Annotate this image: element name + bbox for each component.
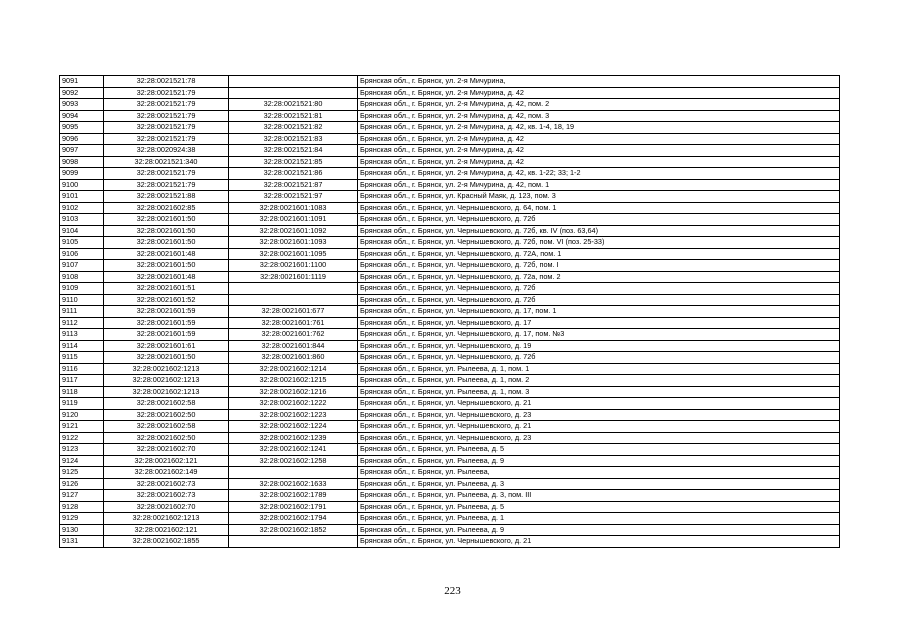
row-number-cell: 9106: [60, 248, 104, 260]
table-row: [60, 225, 840, 237]
row-number-cell: 9097: [60, 145, 104, 157]
address-cell: Брянская обл., г. Брянск, ул. Чернышевского, д. 21: [358, 398, 840, 410]
row-number-cell: 9111: [60, 306, 104, 318]
row-number-cell: 9120: [60, 409, 104, 421]
land-cadastral-number-cell: 32:28:0021601:48: [104, 248, 229, 260]
table-row: [60, 271, 840, 283]
row-number-cell: 9117: [60, 375, 104, 387]
land-cadastral-number-cell: 32:28:0021602:58: [104, 421, 229, 433]
row-number-cell: 9124: [60, 455, 104, 467]
object-cadastral-number-cell: 32:28:0021601:1091: [229, 214, 358, 226]
row-number-cell: 9098: [60, 156, 104, 168]
address-cell: Брянская обл., г. Брянск, ул. Чернышевского, д. 72б, кв. IV (поз. 63,64): [358, 225, 840, 237]
row-number-cell: 9102: [60, 202, 104, 214]
row-number-cell: 9099: [60, 168, 104, 180]
land-cadastral-number-cell: 32:28:0021521:79: [104, 87, 229, 99]
land-cadastral-number-cell: 32:28:0021601:50: [104, 260, 229, 272]
table-row: [60, 99, 840, 111]
land-cadastral-number-cell: 32:28:0021602:1213: [104, 386, 229, 398]
object-cadastral-number-cell: 32:28:0021602:1222: [229, 398, 358, 410]
row-number-cell: 9091: [60, 76, 104, 88]
object-cadastral-number-cell: 32:28:0021601:1119: [229, 271, 358, 283]
row-number-cell: 9104: [60, 225, 104, 237]
table-row: [60, 524, 840, 536]
table-row: [60, 375, 840, 387]
land-cadastral-number-cell: 32:28:0021602:58: [104, 398, 229, 410]
address-cell: Брянская обл., г. Брянск, ул. Чернышевского, д. 72б, пом. I: [358, 260, 840, 272]
table-row: [60, 237, 840, 249]
table-row: [60, 156, 840, 168]
address-cell: Брянская обл., г. Брянск, ул. Красный Маяк, д. 123, пом. 3: [358, 191, 840, 203]
table-row: [60, 536, 840, 548]
row-number-cell: 9129: [60, 513, 104, 525]
address-cell: Брянская обл., г. Брянск, ул. Чернышевского, д. 72а, пом. 2: [358, 271, 840, 283]
table-row: [60, 432, 840, 444]
table-row: [60, 455, 840, 467]
table-row: [60, 352, 840, 364]
table-row: [60, 386, 840, 398]
object-cadastral-number-cell: 32:28:0021602:1789: [229, 490, 358, 502]
row-number-cell: 9092: [60, 87, 104, 99]
land-cadastral-number-cell: 32:28:0021602:50: [104, 432, 229, 444]
object-cadastral-number-cell: 32:28:0021521:80: [229, 99, 358, 111]
table-row: [60, 179, 840, 191]
row-number-cell: 9118: [60, 386, 104, 398]
address-cell: Брянская обл., г. Брянск, ул. 2-я Мичурина, д. 42: [358, 133, 840, 145]
object-cadastral-number-cell: 32:28:0021602:1852: [229, 524, 358, 536]
row-number-cell: 9109: [60, 283, 104, 295]
object-cadastral-number-cell: 32:28:0021601:677: [229, 306, 358, 318]
table-row: [60, 513, 840, 525]
address-cell: Брянская обл., г. Брянск, ул. 2-я Мичурина,: [358, 76, 840, 88]
address-cell: Брянская обл., г. Брянск, ул. 2-я Мичурина, д. 42, пом. 3: [358, 110, 840, 122]
row-number-cell: 9123: [60, 444, 104, 456]
land-cadastral-number-cell: 32:28:0021602:1213: [104, 375, 229, 387]
land-cadastral-number-cell: 32:28:0021601:59: [104, 317, 229, 329]
object-cadastral-number-cell: [229, 283, 358, 295]
land-cadastral-number-cell: 32:28:0021601:48: [104, 271, 229, 283]
registry-sheet: [59, 75, 839, 548]
address-cell: Брянская обл., г. Брянск, ул. Рылеева, д. 5: [358, 501, 840, 513]
land-cadastral-number-cell: 32:28:0021601:50: [104, 225, 229, 237]
object-cadastral-number-cell: [229, 76, 358, 88]
land-cadastral-number-cell: 32:28:0021602:149: [104, 467, 229, 479]
row-number-cell: 9116: [60, 363, 104, 375]
address-cell: Брянская обл., г. Брянск, ул. Чернышевского, д. 72б: [358, 294, 840, 306]
address-cell: Брянская обл., г. Брянск, ул. Рылеева, д. 3, пом. III: [358, 490, 840, 502]
address-cell: Брянская обл., г. Брянск, ул. Чернышевского, д. 72А, пом. 1: [358, 248, 840, 260]
row-number-cell: 9105: [60, 237, 104, 249]
object-cadastral-number-cell: [229, 87, 358, 99]
object-cadastral-number-cell: 32:28:0021601:762: [229, 329, 358, 341]
address-cell: Брянская обл., г. Брянск, ул. Чернышевского, д. 23: [358, 409, 840, 421]
land-cadastral-number-cell: 32:28:0021601:61: [104, 340, 229, 352]
table-row: [60, 260, 840, 272]
land-cadastral-number-cell: 32:28:0021601:50: [104, 237, 229, 249]
object-cadastral-number-cell: 32:28:0021601:1100: [229, 260, 358, 272]
table-row: [60, 122, 840, 134]
land-cadastral-number-cell: 32:28:0021521:79: [104, 179, 229, 191]
land-cadastral-number-cell: 32:28:0021602:121: [104, 455, 229, 467]
address-cell: Брянская обл., г. Брянск, ул. Чернышевского, д. 72б: [358, 283, 840, 295]
address-cell: Брянская обл., г. Брянск, ул. Рылеева, д. 5: [358, 444, 840, 456]
registry-table: [59, 75, 840, 548]
table-row: [60, 191, 840, 203]
address-cell: Брянская обл., г. Брянск, ул. Чернышевского, д. 72б: [358, 352, 840, 364]
object-cadastral-number-cell: 32:28:0021521:81: [229, 110, 358, 122]
table-row: [60, 294, 840, 306]
row-number-cell: 9126: [60, 478, 104, 490]
object-cadastral-number-cell: [229, 294, 358, 306]
row-number-cell: 9113: [60, 329, 104, 341]
object-cadastral-number-cell: 32:28:0021521:97: [229, 191, 358, 203]
object-cadastral-number-cell: [229, 467, 358, 479]
address-cell: Брянская обл., г. Брянск, ул. 2-я Мичурина, д. 42: [358, 145, 840, 157]
table-row: [60, 444, 840, 456]
table-row: [60, 283, 840, 295]
row-number-cell: 9125: [60, 467, 104, 479]
address-cell: Брянская обл., г. Брянск, ул. Чернышевского, д. 23: [358, 432, 840, 444]
row-number-cell: 9095: [60, 122, 104, 134]
table-row: [60, 168, 840, 180]
object-cadastral-number-cell: 32:28:0021602:1224: [229, 421, 358, 433]
object-cadastral-number-cell: 32:28:0021602:1794: [229, 513, 358, 525]
row-number-cell: 9107: [60, 260, 104, 272]
address-cell: Брянская обл., г. Брянск, ул. Рылеева, д. 1, пом. 3: [358, 386, 840, 398]
land-cadastral-number-cell: 32:28:0021601:50: [104, 214, 229, 226]
row-number-cell: 9100: [60, 179, 104, 191]
land-cadastral-number-cell: 32:28:0021521:78: [104, 76, 229, 88]
registry-table-body: [60, 76, 840, 548]
row-number-cell: 9110: [60, 294, 104, 306]
address-cell: Брянская обл., г. Брянск, ул. Чернышевского, д. 72б, пом. VI (поз. 25-33): [358, 237, 840, 249]
table-row: [60, 409, 840, 421]
table-row: [60, 202, 840, 214]
table-row: [60, 133, 840, 145]
table-row: [60, 501, 840, 513]
land-cadastral-number-cell: 32:28:0020924:38: [104, 145, 229, 157]
row-number-cell: 9127: [60, 490, 104, 502]
table-row: [60, 248, 840, 260]
land-cadastral-number-cell: 32:28:0021602:50: [104, 409, 229, 421]
land-cadastral-number-cell: 32:28:0021521:79: [104, 168, 229, 180]
address-cell: Брянская обл., г. Брянск, ул. Чернышевского, д. 17: [358, 317, 840, 329]
object-cadastral-number-cell: 32:28:0021601:761: [229, 317, 358, 329]
row-number-cell: 9119: [60, 398, 104, 410]
address-cell: Брянская обл., г. Брянск, ул. Рылеева, д. 9: [358, 455, 840, 467]
object-cadastral-number-cell: 32:28:0021602:1216: [229, 386, 358, 398]
land-cadastral-number-cell: 32:28:0021601:59: [104, 306, 229, 318]
table-row: [60, 329, 840, 341]
object-cadastral-number-cell: 32:28:0021601:1095: [229, 248, 358, 260]
table-row: [60, 467, 840, 479]
address-cell: Брянская обл., г. Брянск, ул. 2-я Мичурина, д. 42, пом. 2: [358, 99, 840, 111]
land-cadastral-number-cell: 32:28:0021521:79: [104, 122, 229, 134]
table-row: [60, 478, 840, 490]
object-cadastral-number-cell: 32:28:0021602:1215: [229, 375, 358, 387]
land-cadastral-number-cell: 32:28:0021521:79: [104, 99, 229, 111]
row-number-cell: 9103: [60, 214, 104, 226]
object-cadastral-number-cell: 32:28:0021521:83: [229, 133, 358, 145]
row-number-cell: 9096: [60, 133, 104, 145]
table-row: [60, 76, 840, 88]
table-row: [60, 363, 840, 375]
object-cadastral-number-cell: 32:28:0021602:1791: [229, 501, 358, 513]
land-cadastral-number-cell: 32:28:0021601:59: [104, 329, 229, 341]
table-row: [60, 317, 840, 329]
address-cell: Брянская обл., г. Брянск, ул. 2-я Мичурина, д. 42, кв. 1-22; 33; 1-2: [358, 168, 840, 180]
table-row: [60, 398, 840, 410]
object-cadastral-number-cell: 32:28:0021521:87: [229, 179, 358, 191]
object-cadastral-number-cell: 32:28:0021602:1239: [229, 432, 358, 444]
land-cadastral-number-cell: 32:28:0021601:52: [104, 294, 229, 306]
land-cadastral-number-cell: 32:28:0021602:121: [104, 524, 229, 536]
land-cadastral-number-cell: 32:28:0021602:70: [104, 444, 229, 456]
address-cell: Брянская обл., г. Брянск, ул. 2-я Мичурина, д. 42: [358, 87, 840, 99]
land-cadastral-number-cell: 32:28:0021602:73: [104, 478, 229, 490]
row-number-cell: 9094: [60, 110, 104, 122]
row-number-cell: 9121: [60, 421, 104, 433]
land-cadastral-number-cell: 32:28:0021602:70: [104, 501, 229, 513]
land-cadastral-number-cell: 32:28:0021521:88: [104, 191, 229, 203]
object-cadastral-number-cell: 32:28:0021602:1258: [229, 455, 358, 467]
land-cadastral-number-cell: 32:28:0021602:1213: [104, 513, 229, 525]
row-number-cell: 9128: [60, 501, 104, 513]
page-number: 223: [444, 585, 461, 597]
object-cadastral-number-cell: 32:28:0021601:1083: [229, 202, 358, 214]
address-cell: Брянская обл., г. Брянск, ул. 2-я Мичурина, д. 42: [358, 156, 840, 168]
object-cadastral-number-cell: 32:28:0021601:860: [229, 352, 358, 364]
table-row: [60, 110, 840, 122]
object-cadastral-number-cell: 32:28:0021521:86: [229, 168, 358, 180]
address-cell: Брянская обл., г. Брянск, ул. Рылеева, д. 3: [358, 478, 840, 490]
address-cell: Брянская обл., г. Брянск, ул. Чернышевского, д. 17, пом. 1: [358, 306, 840, 318]
address-cell: Брянская обл., г. Брянск, ул. Чернышевского, д. 21: [358, 421, 840, 433]
table-row: [60, 340, 840, 352]
object-cadastral-number-cell: 32:28:0021601:1092: [229, 225, 358, 237]
row-number-cell: 9114: [60, 340, 104, 352]
row-number-cell: 9101: [60, 191, 104, 203]
land-cadastral-number-cell: 32:28:0021601:51: [104, 283, 229, 295]
object-cadastral-number-cell: 32:28:0021602:1241: [229, 444, 358, 456]
object-cadastral-number-cell: [229, 536, 358, 548]
address-cell: Брянская обл., г. Брянск, ул. Чернышевского, д. 17, пом. №3: [358, 329, 840, 341]
object-cadastral-number-cell: 32:28:0021602:1223: [229, 409, 358, 421]
land-cadastral-number-cell: 32:28:0021602:85: [104, 202, 229, 214]
object-cadastral-number-cell: 32:28:0021602:1214: [229, 363, 358, 375]
land-cadastral-number-cell: 32:28:0021521:79: [104, 110, 229, 122]
object-cadastral-number-cell: 32:28:0021601:844: [229, 340, 358, 352]
address-cell: Брянская обл., г. Брянск, ул. Чернышевского, д. 64, пом. 1: [358, 202, 840, 214]
table-row: [60, 421, 840, 433]
row-number-cell: 9112: [60, 317, 104, 329]
land-cadastral-number-cell: 32:28:0021602:73: [104, 490, 229, 502]
object-cadastral-number-cell: 32:28:0021602:1633: [229, 478, 358, 490]
land-cadastral-number-cell: 32:28:0021601:50: [104, 352, 229, 364]
address-cell: Брянская обл., г. Брянск, ул. Рылеева, д. 1: [358, 513, 840, 525]
row-number-cell: 9122: [60, 432, 104, 444]
address-cell: Брянская обл., г. Брянск, ул. Рылеева, д. 1, пом. 2: [358, 375, 840, 387]
row-number-cell: 9093: [60, 99, 104, 111]
table-row: [60, 145, 840, 157]
table-row: [60, 306, 840, 318]
object-cadastral-number-cell: 32:28:0021521:82: [229, 122, 358, 134]
address-cell: Брянская обл., г. Брянск, ул. Рылеева, д. 9: [358, 524, 840, 536]
address-cell: Брянская обл., г. Брянск, ул. 2-я Мичурина, д. 42, кв. 1-4, 18, 19: [358, 122, 840, 134]
land-cadastral-number-cell: 32:28:0021602:1213: [104, 363, 229, 375]
object-cadastral-number-cell: 32:28:0021601:1093: [229, 237, 358, 249]
address-cell: Брянская обл., г. Брянск, ул. Чернышевского, д. 21: [358, 536, 840, 548]
address-cell: Брянская обл., г. Брянск, ул. Рылеева,: [358, 467, 840, 479]
land-cadastral-number-cell: 32:28:0021521:79: [104, 133, 229, 145]
object-cadastral-number-cell: 32:28:0021521:84: [229, 145, 358, 157]
table-row: [60, 214, 840, 226]
address-cell: Брянская обл., г. Брянск, ул. Чернышевского, д. 72б: [358, 214, 840, 226]
table-row: [60, 490, 840, 502]
row-number-cell: 9108: [60, 271, 104, 283]
row-number-cell: 9130: [60, 524, 104, 536]
object-cadastral-number-cell: 32:28:0021521:85: [229, 156, 358, 168]
row-number-cell: 9131: [60, 536, 104, 548]
row-number-cell: 9115: [60, 352, 104, 364]
address-cell: Брянская обл., г. Брянск, ул. 2-я Мичурина, д. 42, пом. 1: [358, 179, 840, 191]
address-cell: Брянская обл., г. Брянск, ул. Рылеева, д. 1, пом. 1: [358, 363, 840, 375]
land-cadastral-number-cell: 32:28:0021521:340: [104, 156, 229, 168]
table-row: [60, 87, 840, 99]
land-cadastral-number-cell: 32:28:0021602:1855: [104, 536, 229, 548]
address-cell: Брянская обл., г. Брянск, ул. Чернышевского, д. 19: [358, 340, 840, 352]
